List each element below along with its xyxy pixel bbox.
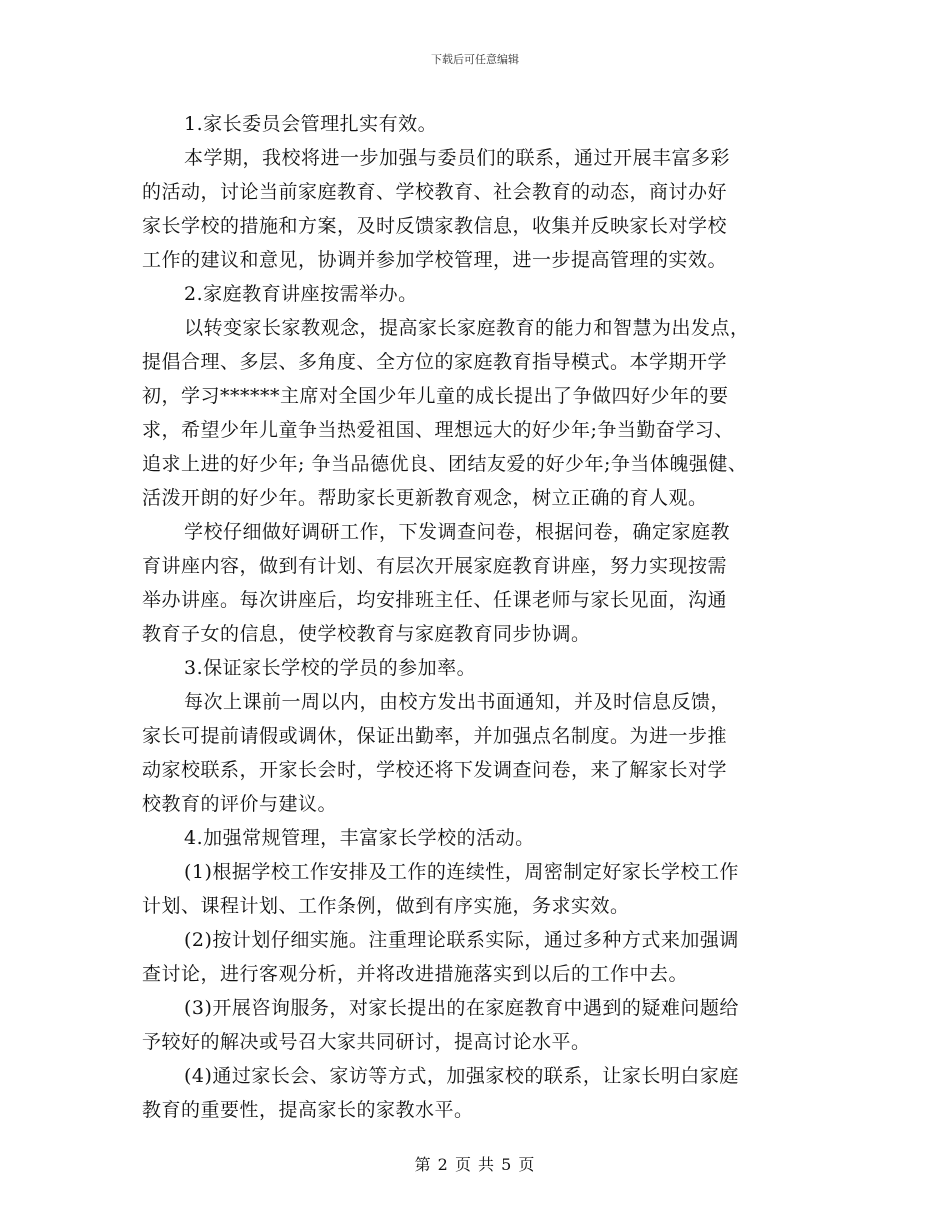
paragraph-line: 工作的建议和意见，协调并参加学校管理，进一步提高管理的实效。	[142, 249, 728, 271]
paragraph-line: 动家校联系，开家长会时，学校还将下发调查问卷，来了解家长对学	[142, 759, 728, 781]
paragraph-line: 教育子女的信息，使学校教育与家庭教育同步协调。	[142, 623, 591, 645]
paragraph-line: 予较好的解决或号召大家共同研讨，提高讨论水平。	[142, 1031, 591, 1053]
paragraph-line: 教育的重要性，提高家长的家教水平。	[142, 1099, 474, 1121]
paragraph-line: 学校仔细做好调研工作，下发调查问卷，根据问卷，确定家庭教	[184, 521, 731, 543]
paragraph-line: 举办讲座。每次讲座后，均安排班主任、任课老师与家长见面，沟通	[142, 589, 728, 611]
paragraph-line: 家长学校的措施和方案，及时反馈家教信息，收集并反映家长对学校	[142, 215, 728, 237]
paragraph-line: 追求上进的好少年; 争当品德优良、团结友爱的好少年;争当体魄强健、	[142, 453, 748, 475]
paragraph-line: 1.家长委员会管理扎实有效。	[184, 113, 438, 135]
paragraph-line: 每次上课前一周以内，由校方发出书面通知，并及时信息反馈，	[184, 691, 731, 713]
paragraph-line: 活泼开朗的好少年。帮助家长更新教育观念，树立正确的育人观。	[142, 487, 708, 509]
paragraph-line: (4)通过家长会、家访等方式，加强家校的联系，让家长明白家庭	[184, 1065, 739, 1087]
paragraph-line: 本学期，我校将进一步加强与委员们的联系，通过开展丰富多彩	[184, 147, 731, 169]
paragraph-line: 的活动，讨论当前家庭教育、学校教育、社会教育的动态，商讨办好	[142, 181, 728, 203]
document-body	[142, 107, 822, 1127]
paragraph-line: 家长可提前请假或调休，保证出勤率，并加强点名制度。为进一步推	[142, 725, 728, 747]
paragraph-line: 初，学习******主席对全国少年儿童的成长提出了争做四好少年的要	[142, 385, 729, 407]
paragraph-line: (2)按计划仔细实施。注重理论联系实际，通过多种方式来加强调	[184, 929, 739, 951]
paragraph-line: 查讨论，进行客观分析，并将改进措施落实到以后的工作中去。	[142, 963, 689, 985]
paragraph-line: 校教育的评价与建议。	[142, 793, 338, 815]
paragraph-line: 3.保证家长学校的学员的参加率。	[184, 657, 477, 679]
paragraph-line: 2.家庭教育讲座按需举办。	[184, 283, 418, 305]
paragraph-line: (3)开展咨询服务，对家长提出的在家庭教育中遇到的疑难问题给	[184, 997, 739, 1019]
paragraph-line: 育讲座内容，做到有计划、有层次开展家庭教育讲座，努力实现按需	[142, 555, 728, 577]
page-number-footer: 第 2 页 共 5 页	[414, 1155, 536, 1174]
paragraph-line: 4.加强常规管理，丰富家长学校的活动。	[184, 827, 535, 849]
page-header: 下载后可任意编辑	[431, 53, 519, 66]
paragraph-line: 以转变家长家教观念，提高家长家庭教育的能力和智慧为出发点，	[184, 317, 750, 339]
paragraph-line: 计划、课程计划、工作条例，做到有序实施，务求实效。	[142, 895, 630, 917]
paragraph-line: (1)根据学校工作安排及工作的连续性，周密制定好家长学校工作	[184, 861, 739, 883]
paragraph-line: 求，希望少年儿童争当热爱祖国、理想远大的好少年;争当勤奋学习、	[142, 419, 734, 441]
paragraph-line: 提倡合理、多层、多角度、全方位的家庭教育指导模式。本学期开学	[142, 351, 728, 373]
